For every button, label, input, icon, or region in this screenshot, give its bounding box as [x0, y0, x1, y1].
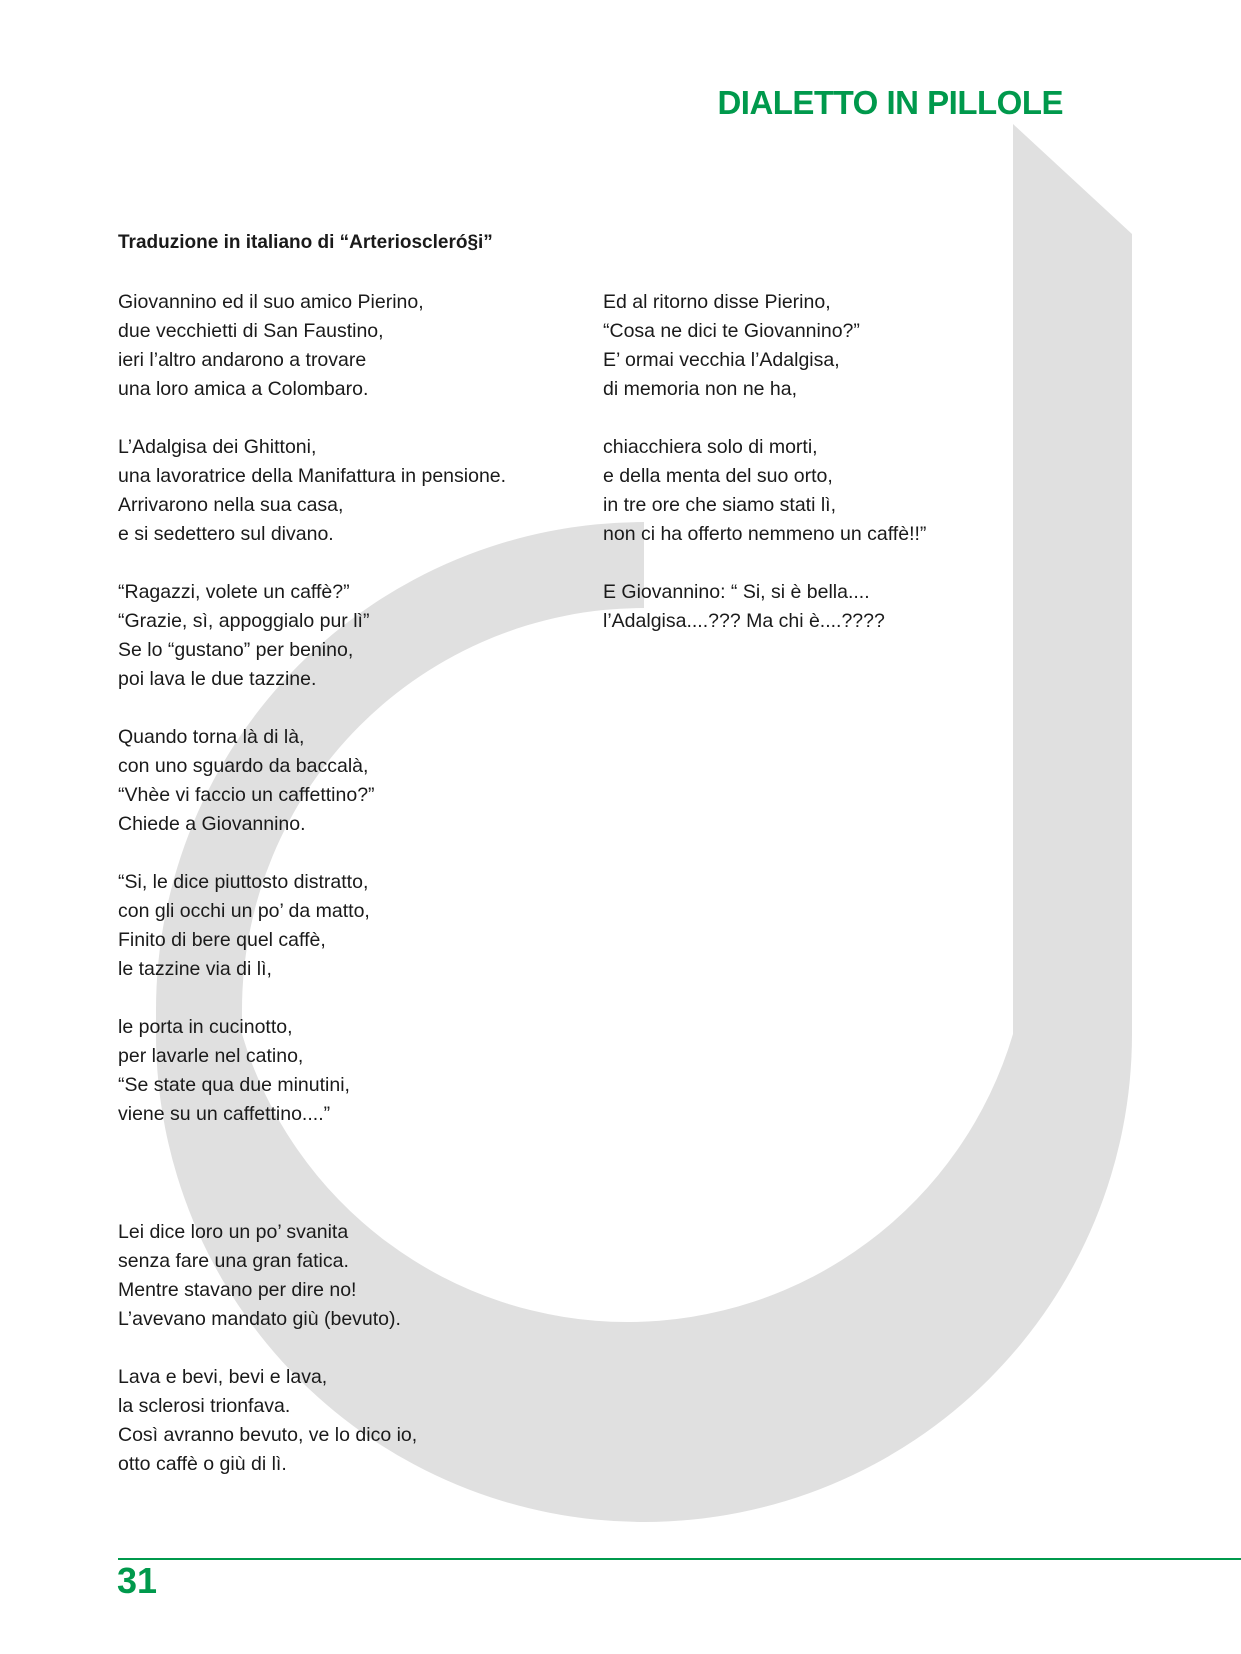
verse-line: e si sedettero sul divano. [118, 523, 334, 545]
verse-line: poi lava le due tazzine. [118, 668, 317, 690]
poem-heading: Traduzione in italiano di “Arterioscleró§i” [118, 232, 493, 253]
verse-line: E Giovannino: “ Si, si è bella.... [603, 581, 870, 603]
stanza [118, 868, 588, 984]
stanza [118, 723, 588, 839]
verse-line: Ed al ritorno disse Pierino, [603, 291, 831, 313]
verse-line: le tazzine via di lì, [118, 958, 272, 980]
verse-line: otto caffè o giù di lì. [118, 1453, 287, 1475]
verse-line: Arrivarono nella sua casa, [118, 494, 344, 516]
stanza [118, 433, 588, 549]
stanza [603, 288, 1073, 404]
verse-line: con gli occhi un po’ da matto, [118, 900, 370, 922]
verse-line: con uno sguardo da baccalà, [118, 755, 369, 777]
verse-line: “Vhèe vi faccio un caffettino?” [118, 784, 375, 806]
page-number: 31 [117, 1560, 158, 1601]
stanza [118, 1013, 588, 1129]
stanza [118, 1218, 588, 1334]
verse-line: non ci ha offerto nemmeno un caffè!!” [603, 523, 927, 545]
verse-line: e della menta del suo orto, [603, 465, 833, 487]
verse-line: “Grazie, sì, appoggialo pur lì” [118, 610, 370, 632]
section-title: DIALETTO IN PILLOLE [717, 84, 1063, 121]
stanza [118, 288, 588, 404]
poem-column-right [603, 288, 1073, 665]
verse-line: due vecchietti di San Faustino, [118, 320, 384, 342]
verse-line: senza fare una gran fatica. [118, 1250, 349, 1272]
stanza-gap [118, 1158, 588, 1218]
verse-line: di memoria non ne ha, [603, 378, 798, 400]
verse-line: Mentre stavano per dire no! [118, 1279, 357, 1301]
verse-line: “Cosa ne dici te Giovannino?” [603, 320, 860, 342]
verse-line: l’Adalgisa....??? Ma chi è....???? [603, 610, 885, 632]
verse-line: chiacchiera solo di morti, [603, 436, 818, 458]
footer-divider [118, 1558, 1241, 1560]
verse-line: Finito di bere quel caffè, [118, 929, 326, 951]
verse-line: “Si, le dice piuttosto distratto, [118, 871, 369, 893]
verse-line: L’avevano mandato giù (bevuto). [118, 1308, 401, 1330]
stanza [603, 433, 1073, 549]
verse-line: “Ragazzi, volete un caffè?” [118, 581, 350, 603]
verse-line: Chiede a Giovannino. [118, 813, 306, 835]
verse-line: le porta in cucinotto, [118, 1016, 293, 1038]
verse-line: Se lo “gustano” per benino, [118, 639, 354, 661]
verse-line: L’Adalgisa dei Ghittoni, [118, 436, 317, 458]
verse-line: per lavarle nel catino, [118, 1045, 304, 1067]
verse-line: viene su un caffettino....” [118, 1103, 331, 1125]
verse-line: in tre ore che siamo stati lì, [603, 494, 837, 516]
verse-line: Lava e bevi, bevi e lava, [118, 1366, 328, 1388]
verse-line: E’ ormai vecchia l’Adalgisa, [603, 349, 840, 371]
verse-line: Lei dice loro un po’ svanita [118, 1221, 349, 1243]
verse-line: “Se state qua due minutini, [118, 1074, 350, 1096]
stanza [603, 578, 1073, 636]
verse-line: Giovannino ed il suo amico Pierino, [118, 291, 424, 313]
stanza [118, 578, 588, 694]
verse-line: Così avranno bevuto, ve lo dico io, [118, 1424, 418, 1446]
poem-column-left [118, 288, 588, 1508]
verse-line: Quando torna là di là, [118, 726, 305, 748]
verse-line: la sclerosi trionfava. [118, 1395, 291, 1417]
stanza [118, 1363, 588, 1479]
verse-line: una loro amica a Colombaro. [118, 378, 369, 400]
verse-line: ieri l’altro andarono a trovare [118, 349, 367, 371]
verse-line: una lavoratrice della Manifattura in pensione. [118, 465, 507, 487]
